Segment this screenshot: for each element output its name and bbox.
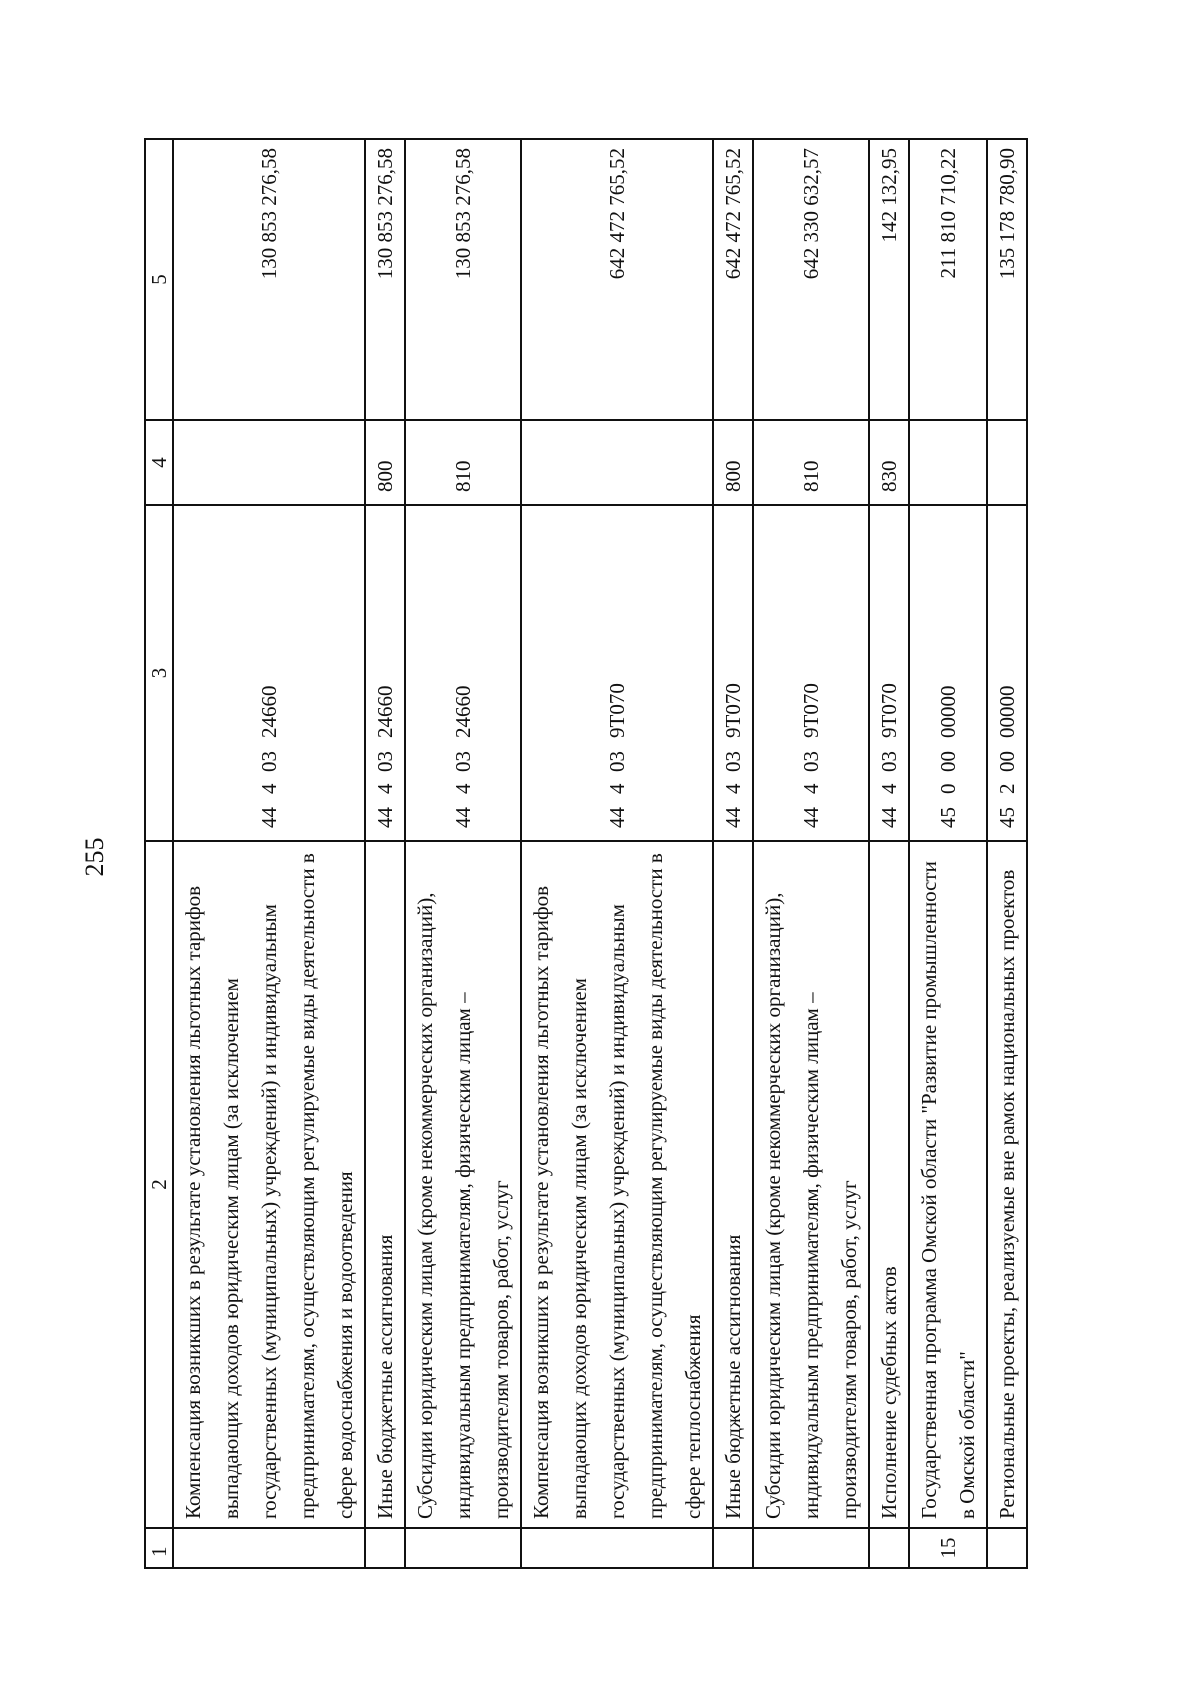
header-col-2: 2 bbox=[145, 841, 173, 1528]
code-part-4: 9Т070 bbox=[605, 683, 629, 738]
code-part-2: 4 bbox=[257, 783, 281, 794]
row-amount: 130 853 276,58 bbox=[173, 139, 365, 420]
code-part-2: 4 bbox=[877, 783, 901, 794]
code-part-2: 4 bbox=[799, 783, 823, 794]
code-part-3: 03 bbox=[877, 751, 901, 772]
code-part-4: 24660 bbox=[257, 685, 281, 738]
row-name: Исполнение судебных актов bbox=[869, 841, 909, 1528]
row-type: 800 bbox=[713, 420, 753, 505]
row-type bbox=[173, 420, 365, 505]
code-part-1: 44 bbox=[257, 807, 281, 828]
header-col-3: 3 bbox=[145, 505, 173, 841]
row-code bbox=[987, 505, 1027, 841]
header-col-5: 5 bbox=[145, 139, 173, 420]
table-row bbox=[753, 139, 869, 1568]
row-number bbox=[405, 1528, 521, 1568]
row-type bbox=[521, 420, 713, 505]
table-row bbox=[987, 139, 1027, 1568]
code-part-1: 45 bbox=[936, 807, 960, 828]
code-part-2: 4 bbox=[451, 783, 475, 794]
table-row bbox=[365, 139, 405, 1568]
row-name: Субсидии юридическим лицам (кроме некоммерческих организаций), индивидуальным предпринимателям, физическим лицам – производителям товаров, работ, услуг bbox=[753, 841, 869, 1528]
table-row bbox=[909, 139, 987, 1568]
row-code bbox=[753, 505, 869, 841]
code-part-4: 9Т070 bbox=[799, 683, 823, 738]
table-row bbox=[869, 139, 909, 1568]
row-type: 810 bbox=[405, 420, 521, 505]
page-number: 255 bbox=[80, 837, 109, 877]
code-part-4: 24660 bbox=[451, 685, 475, 738]
code-part-3: 03 bbox=[257, 751, 281, 772]
code-part-2: 4 bbox=[721, 783, 745, 794]
code-part-2: 2 bbox=[995, 783, 1019, 794]
row-amount: 142 132,95 bbox=[869, 139, 909, 420]
row-type: 800 bbox=[365, 420, 405, 505]
table-row bbox=[405, 139, 521, 1568]
row-amount: 130 853 276,58 bbox=[365, 139, 405, 420]
row-code bbox=[365, 505, 405, 841]
row-name: Региональные проекты, реализуемые вне рамок национальных проектов bbox=[987, 841, 1027, 1528]
code-part-1: 44 bbox=[605, 807, 629, 828]
code-part-1: 45 bbox=[995, 807, 1019, 828]
row-amount: 211 810 710,22 bbox=[909, 139, 987, 420]
code-part-4: 00000 bbox=[995, 685, 1019, 738]
row-type: 810 bbox=[753, 420, 869, 505]
row-code bbox=[869, 505, 909, 841]
row-number bbox=[365, 1528, 405, 1568]
header-row bbox=[145, 139, 173, 1568]
code-part-2: 4 bbox=[373, 783, 397, 794]
row-number bbox=[521, 1528, 713, 1568]
budget-table bbox=[144, 138, 1028, 1569]
row-code bbox=[713, 505, 753, 841]
table-body bbox=[145, 139, 1027, 1568]
row-number bbox=[987, 1528, 1027, 1568]
row-code bbox=[521, 505, 713, 841]
code-part-2: 0 bbox=[936, 783, 960, 794]
code-part-4: 9Т070 bbox=[721, 683, 745, 738]
table-row bbox=[713, 139, 753, 1568]
row-name: Компенсация возникших в результате установления льготных тарифов выпадающих доходов юридическим лицам (за исключением государственных (муниципальных) учреждений) и индивидуальным предпринимателям, осуществляющим регулируемые виды деятельности в сфере теплоснабжения bbox=[521, 841, 713, 1528]
row-number bbox=[869, 1528, 909, 1568]
code-part-4: 00000 bbox=[936, 685, 960, 738]
row-amount: 642 472 765,52 bbox=[521, 139, 713, 420]
code-part-2: 4 bbox=[605, 783, 629, 794]
row-name: Иные бюджетные ассигнования bbox=[365, 841, 405, 1528]
table-row bbox=[173, 139, 365, 1568]
code-part-3: 03 bbox=[799, 751, 823, 772]
row-amount: 135 178 780,90 bbox=[987, 139, 1027, 420]
code-part-3: 03 bbox=[721, 751, 745, 772]
code-part-3: 03 bbox=[373, 751, 397, 772]
row-name: Субсидии юридическим лицам (кроме некоммерческих организаций), индивидуальным предпринимателям, физическим лицам – производителям товаров, работ, услуг bbox=[405, 841, 521, 1528]
row-amount: 642 330 632,57 bbox=[753, 139, 869, 420]
code-part-1: 44 bbox=[451, 807, 475, 828]
rotated-page bbox=[0, 72, 1019, 1643]
row-type bbox=[909, 420, 987, 505]
code-part-3: 00 bbox=[995, 751, 1019, 772]
row-number bbox=[713, 1528, 753, 1568]
row-name: Компенсация возникших в результате установления льготных тарифов выпадающих доходов юридическим лицам (за исключением государственных (муниципальных) учреждений) и индивидуальным предпринимателям, осуществляющим регулируемые виды деятельности в сфере водоснабжения и водоотведения bbox=[173, 841, 365, 1528]
row-code bbox=[405, 505, 521, 841]
code-part-3: 00 bbox=[936, 751, 960, 772]
header-col-4: 4 bbox=[145, 420, 173, 505]
header-col-1: 1 bbox=[145, 1528, 173, 1568]
row-name: Государственная программа Омской области "Развитие промышленности в Омской области" bbox=[909, 841, 987, 1528]
code-part-1: 44 bbox=[373, 807, 397, 828]
row-code bbox=[909, 505, 987, 841]
row-code bbox=[173, 505, 365, 841]
row-number bbox=[173, 1528, 365, 1568]
row-number: 15 bbox=[909, 1528, 987, 1568]
row-type: 830 bbox=[869, 420, 909, 505]
code-part-3: 03 bbox=[605, 751, 629, 772]
code-part-4: 24660 bbox=[373, 685, 397, 738]
code-part-4: 9Т070 bbox=[877, 683, 901, 738]
table-row bbox=[521, 139, 713, 1568]
row-type bbox=[987, 420, 1027, 505]
row-amount: 130 853 276,58 bbox=[405, 139, 521, 420]
row-name: Иные бюджетные ассигнования bbox=[713, 841, 753, 1528]
code-part-1: 44 bbox=[877, 807, 901, 828]
code-part-3: 03 bbox=[451, 751, 475, 772]
code-part-1: 44 bbox=[721, 807, 745, 828]
row-amount: 642 472 765,52 bbox=[713, 139, 753, 420]
code-part-1: 44 bbox=[799, 807, 823, 828]
row-number bbox=[753, 1528, 869, 1568]
